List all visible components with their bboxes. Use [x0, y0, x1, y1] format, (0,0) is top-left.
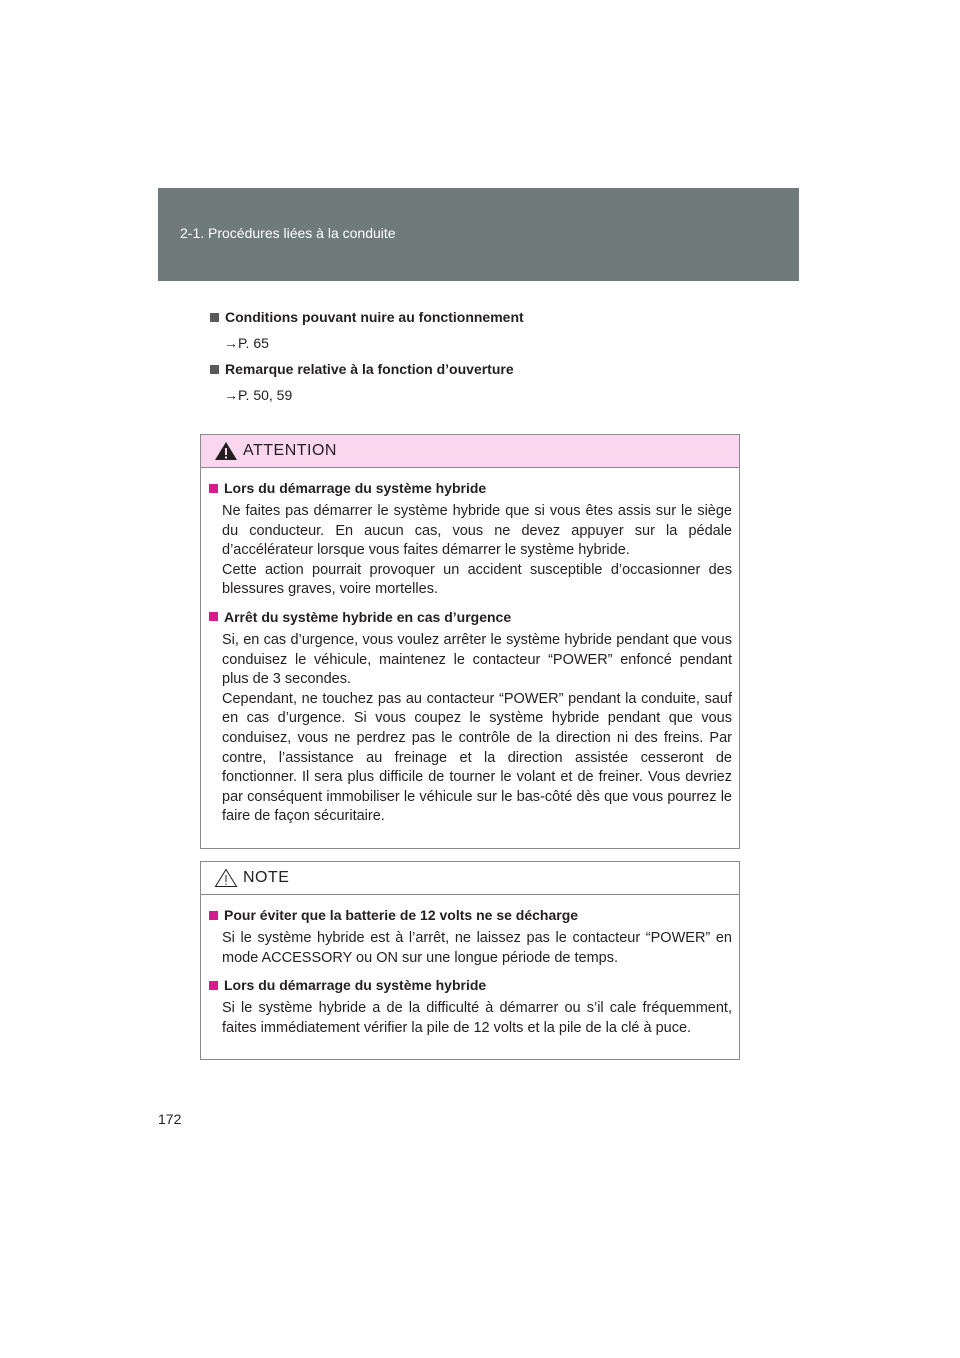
attention-item-text: Si, en cas d’urgence, vous voulez arrêter le système hybride pendant que vous conduisez le véhicule, maintenez le contacteur “POWER” enfoncé pendant plus de 3 secondes. Cependant, ne touchez pas au contacteur “POWER” pendant la conduite, sauf en cas d’urgence. Si vous coupez le système hybride pendant que vous conduisez, vous ne perdrez pas le contrôle de la direction ni des freins. Par contre, l’assistance au freinage et la direction assistée cesseront de fonctionner. Il sera plus difficile de tourner le volant et de freiner. Vous devriez par conséquent immobiliser le véhicule sur le bas-côté dès que vous pourrez le faire de façon sécuritaire. — [222, 631, 732, 825]
note-label: NOTE — [243, 869, 290, 886]
section-heading-conditions — [210, 309, 740, 325]
attention-box — [200, 434, 740, 849]
breadcrumb: 2-1. Procédures liées à la conduite — [180, 225, 396, 241]
warning-triangle-outline-icon — [214, 868, 238, 888]
note-item-text: Si le système hybride a de la difficulté à démarrer ou s’il cale fréquemment, faites immédiatement vérifier la pile de 12 volts et la pile de la clé à puce. — [222, 1000, 732, 1036]
page-number: 172 — [158, 1111, 182, 1127]
square-bullet-icon — [209, 484, 218, 493]
note-header — [201, 862, 739, 895]
attention-item-title: Arrêt du système hybride en cas d’urgence — [209, 609, 732, 625]
square-bullet-icon — [209, 981, 218, 990]
page-header — [158, 188, 799, 281]
section-heading-remarque — [210, 361, 740, 377]
square-bullet-icon — [210, 365, 219, 374]
square-bullet-icon — [209, 612, 218, 621]
section-title: Remarque relative à la fonction d’ouverture — [225, 361, 514, 377]
attention-header — [201, 435, 739, 468]
page-reference-link[interactable]: →P. 65 — [224, 335, 269, 351]
square-bullet-icon — [210, 313, 219, 322]
square-bullet-icon — [209, 911, 218, 920]
note-item-title: Pour éviter que la batterie de 12 volts ne se décharge — [209, 907, 732, 923]
attention-item-title: Lors du démarrage du système hybride — [209, 480, 732, 496]
warning-triangle-icon — [214, 441, 238, 461]
note-item-text: Si le système hybride est à l’arrêt, ne laissez pas le contacteur “POWER” en mode ACCESSORY ou ON sur une longue période de temps. — [222, 930, 732, 966]
note-item-title: Lors du démarrage du système hybride — [209, 977, 732, 993]
section-title: Conditions pouvant nuire au fonctionnement — [225, 309, 524, 325]
attention-item-text: Ne faites pas démarrer le système hybride que si vous êtes assis sur le siège du conducteur. En aucun cas, vous ne devez appuyer sur la pédale d’accélérateur lorsque vous faites démarrer le système hybride. Cette action pourrait provoquer un accident susceptible d’occasionner des blessures graves, voire mortelles. — [222, 503, 732, 598]
page-reference-link[interactable]: →P. 50, 59 — [224, 387, 293, 403]
note-box — [200, 861, 740, 1060]
attention-label: ATTENTION — [243, 442, 337, 459]
